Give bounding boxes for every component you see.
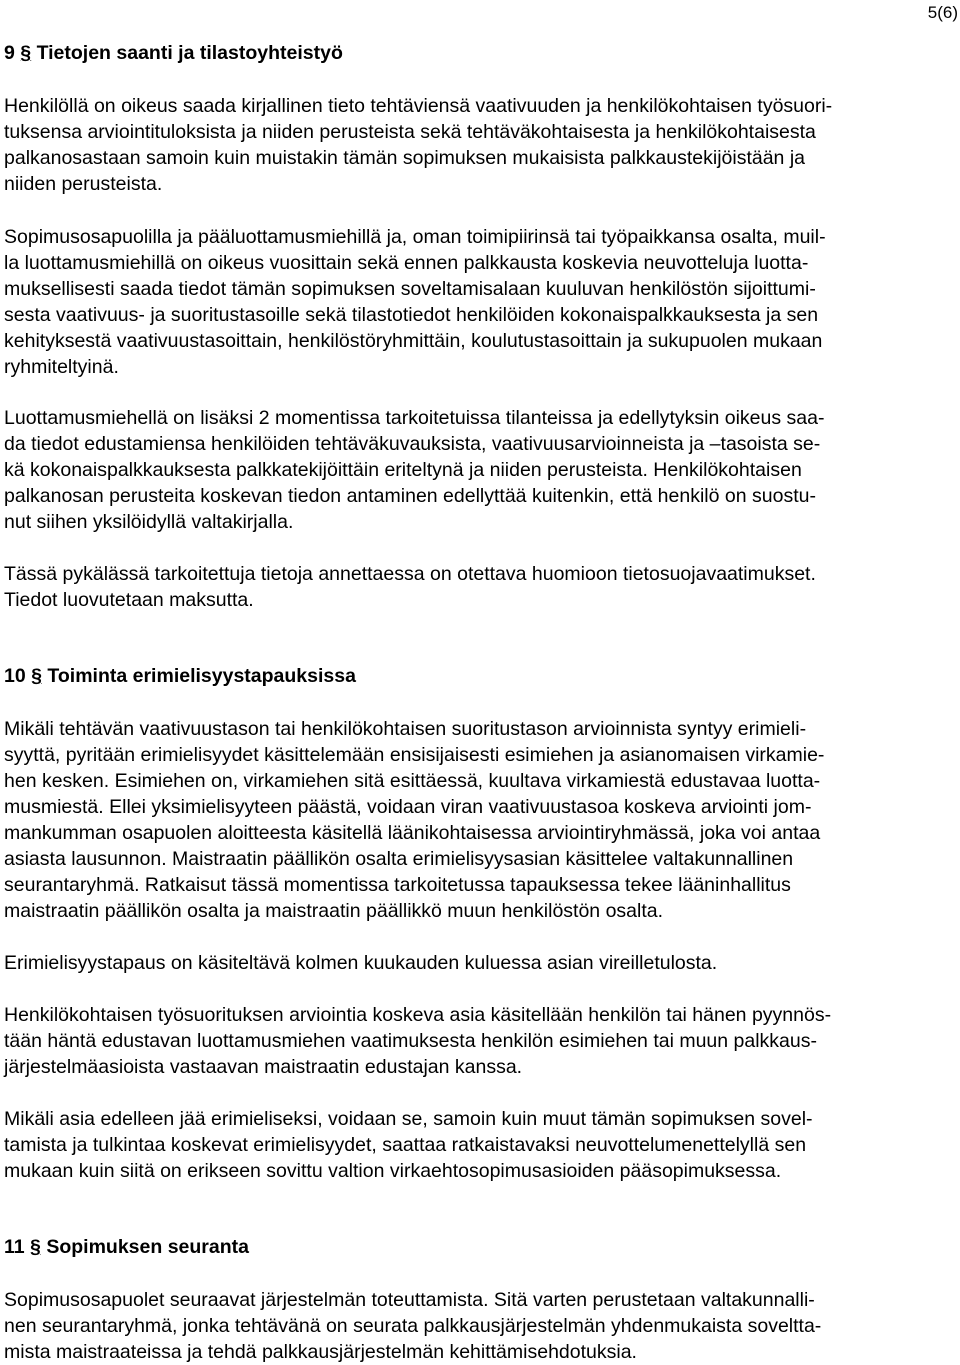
text-line: Henkilökohtaisen työsuorituksen arviointia koskeva asia käsitellään henkilön tai hänen pyynnös- [4, 1004, 832, 1026]
text-line: palkanosastaan samoin kuin muistakin tämän sopimuksen mukaisista palkkaustekijöistään ja [4, 147, 805, 169]
section-title: Toiminta erimielisyystapauksissa [47, 665, 356, 687]
paragraph [4, 1002, 956, 1080]
text-line: niiden perusteista. [4, 173, 163, 195]
section-number: 11 [4, 1236, 25, 1258]
section-marker: § [31, 665, 42, 687]
text-line: kä kokonaispalkkauksesta palkkatekijöittäin eriteltynä ja niiden perusteista. Henkilökohtaisen [4, 459, 802, 481]
text-line: mankumman osapuolen aloitteesta käsitellä läänikohtaisessa arviointiryhmässä, joka voi antaa [4, 822, 821, 844]
paragraph [4, 950, 956, 976]
text-line: Mikäli tehtävän vaativuustason tai henkilökohtaisen suoritustason arvioinnista syntyy erimieli- [4, 718, 807, 740]
text-line: palkanosan perusteita koskevan tiedon antaminen edellyttää kuitenkin, että henkilö on suostu- [4, 485, 816, 507]
text-line: mukaan kuin siitä on erikseen sovittu valtion virkaehtosopimusasioiden pääsopimuksessa. [4, 1160, 782, 1182]
text-line: seurantaryhmä. Ratkaisut tässä momentissa tarkoitetussa tapauksessa tekee lääninhallitus [4, 874, 791, 896]
text-line: hen kesken. Esimiehen on, virkamiehen sitä esittäessä, kuultava virkamiestä edustavaa luotta- [4, 770, 821, 792]
text-line: Erimielisyystapaus on käsiteltävä kolmen kuukauden kuluessa asian vireilletulosta. [4, 952, 718, 974]
section-heading [4, 664, 356, 688]
section-number: 9 [4, 42, 15, 64]
paragraph [4, 93, 956, 197]
text-line: Henkilöllä on oikeus saada kirjallinen tieto tehtäviensä vaativuuden ja henkilökohtaisen työsuori- [4, 95, 833, 117]
section-number: 10 [4, 665, 26, 687]
text-line: Luottamusmiehellä on lisäksi 2 momentissa tarkoitetuissa tilanteissa ja edellytyksin oikeus saa- [4, 407, 825, 429]
text-line: syyttä, pyritään erimielisyydet käsittelemään ensisijaisesti esimiehen ja asianomaisen virkamie- [4, 744, 825, 766]
text-line: Tiedot luovutetaan maksutta. [4, 589, 254, 611]
text-line: Mikäli asia edelleen jää erimieliseksi, voidaan se, samoin kuin muut tämän sopimuksen sovel- [4, 1108, 813, 1130]
text-line: sesta vaativuus- ja suoritustasoille sekä tilastotiedot henkilöiden kokonaispalkkauksesta ja sen [4, 304, 819, 326]
section-title: Sopimuksen seuranta [46, 1236, 249, 1258]
section-title: Tietojen saanti ja tilastoyhteistyö [36, 42, 343, 64]
paragraph [4, 561, 956, 613]
text-line: tamista ja tulkintaa koskevat erimielisyydet, saattaa ratkaistavaksi neuvottelumenettelyllä sen [4, 1134, 807, 1156]
section-marker: § [20, 42, 32, 64]
text-line: da tiedot edustamiensa henkilöiden tehtäväkuvauksista, vaativuusarvioinneista ja –tasoista se- [4, 433, 821, 455]
text-line: Sopimusosapuolilla ja pääluottamusmiehillä ja, oman toimipiirinsä tai työpaikkansa osalta, muil- [4, 226, 826, 248]
text-line: maistraatin päällikön osalta ja maistraatin päällikkö muun henkilöstön osalta. [4, 900, 664, 922]
paragraph [4, 1287, 956, 1365]
text-line: tuksensa arviointituloksista ja niiden perusteista sekä tehtäväkohtaisesta ja henkilökohtaisesta [4, 121, 816, 143]
text-line: asiasta lausunnon. Maistraatin päällikön osalta erimielisyysasian käsittelee valtakunnallinen [4, 848, 794, 870]
section-heading [4, 41, 343, 65]
page-number: 5(6) [927, 3, 958, 22]
text-line: musmiestä. Ellei yksimielisyyteen päästä, voidaan viran vaativuustasoa koskeva arviointi jom- [4, 796, 812, 818]
paragraph [4, 224, 956, 380]
section-heading [4, 1235, 249, 1259]
paragraph [4, 405, 956, 535]
text-line: ryhmiteltyinä. [4, 356, 119, 378]
text-line: nen seurantaryhmä, jonka tehtävänä on seurata palkkausjärjestelmän yhdenmukaista soveltta- [4, 1315, 822, 1337]
text-line: Tässä pykälässä tarkoitettuja tietoja annettaessa on otettava huomioon tietosuojavaatimukset. [4, 563, 816, 585]
text-line: kehityksestä vaativuustasoittain, henkilöstöryhmittäin, koulutustasoittain ja sukupuolen mukaan [4, 330, 823, 352]
text-line: mista maistraateissa ja tehdä palkkausjärjestelmän kehittämisehdotuksia. [4, 1341, 637, 1363]
paragraph [4, 1106, 956, 1184]
text-line: tään häntä edustavan luottamusmiehen vaatimuksesta henkilön esimiehen tai muun palkkaus- [4, 1030, 817, 1052]
paragraph [4, 716, 956, 924]
text-line: la luottamusmiehillä on oikeus vuosittain sekä ennen palkkausta koskevia neuvotteluja luotta- [4, 252, 809, 274]
text-line: Sopimusosapuolet seuraavat järjestelmän toteuttamista. Sitä varten perustetaan valtakunnalli- [4, 1289, 815, 1311]
text-line: nut siihen yksilöidyllä valtakirjalla. [4, 511, 294, 533]
text-line: muksellisesti saada tiedot tämän sopimuksen soveltamisalaan kuuluvan henkilöstön sijoittumi- [4, 278, 816, 300]
text-line: järjestelmäasioista vastaavan maistraatin edustajan kanssa. [4, 1056, 523, 1078]
section-marker: § [30, 1236, 41, 1258]
